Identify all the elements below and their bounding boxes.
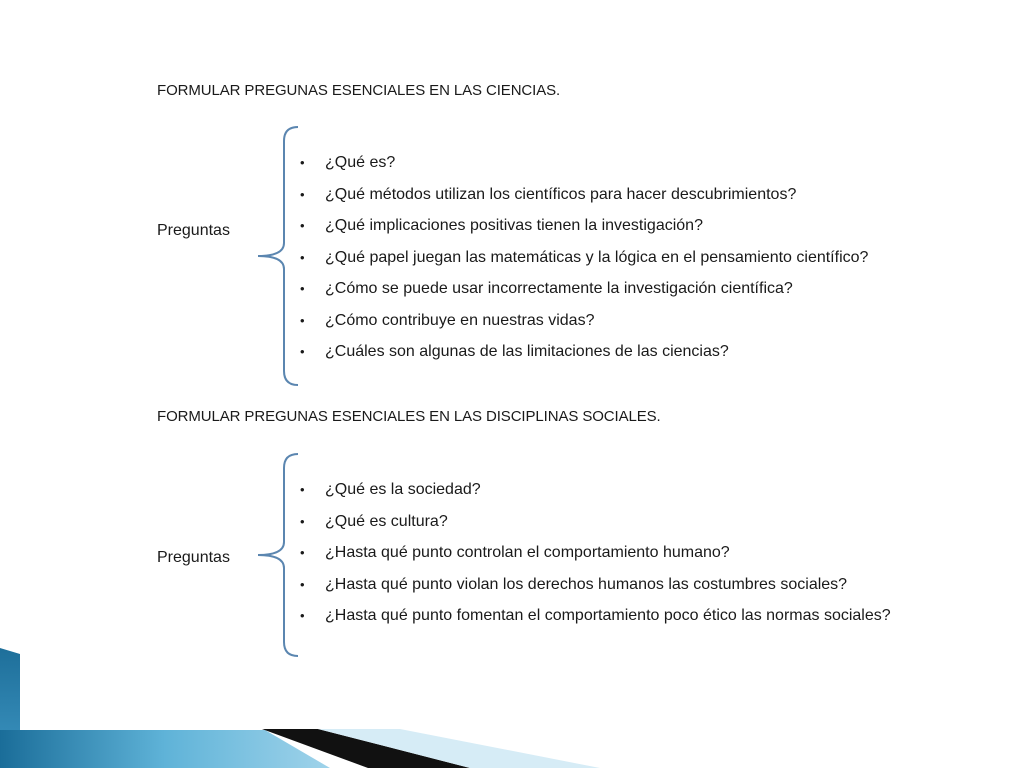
bullet-icon: • <box>300 608 305 623</box>
bullet-icon: • <box>300 576 305 592</box>
bullet-icon: • <box>300 513 305 529</box>
question-text: ¿Qué métodos utilizan los científicos para hacer descubrimientos? <box>325 185 797 203</box>
question-text: ¿Cómo contribuye en nuestras vidas? <box>325 311 595 329</box>
question-text: ¿Qué implicaciones positivas tienen la investigación? <box>325 217 703 234</box>
bullet-icon: • <box>300 344 305 359</box>
bullet-icon: • <box>300 312 305 328</box>
bullet-icon: • <box>300 545 305 560</box>
question-text: ¿Qué es cultura? <box>325 512 448 530</box>
social-section-title: FORMULAR PREGUNAS ESENCIALES EN LAS DISCIPLINAS SOCIALES. <box>157 408 661 425</box>
question-text: ¿Qué papel juegan las matemáticas y la lógica en el pensamiento científico? <box>325 248 869 266</box>
question-text: ¿Hasta qué punto fomentan el comportamiento poco ético las normas sociales? <box>325 607 891 624</box>
bullet-icon: • <box>300 186 305 202</box>
question-text: ¿Cómo se puede usar incorrectamente la investigación científica? <box>325 280 793 297</box>
bullet-icon: • <box>300 155 305 170</box>
bullet-icon: • <box>300 218 305 233</box>
bullet-icon: • <box>300 482 305 497</box>
social-questions-label: Preguntas <box>157 549 230 566</box>
bullet-icon: • <box>300 281 305 296</box>
science-questions-label: Preguntas <box>157 222 230 239</box>
question-text: ¿Qué es la sociedad? <box>325 481 481 498</box>
science-section-title: FORMULAR PREGUNAS ESENCIALES EN LAS CIENCIAS. <box>157 82 561 99</box>
question-text: ¿Qué es? <box>325 154 396 171</box>
question-text: ¿Hasta qué punto controlan el comportamiento humano? <box>325 544 730 561</box>
bullet-icon: • <box>300 249 305 265</box>
question-text: ¿Cuáles son algunas de las limitaciones de las ciencias? <box>325 343 729 360</box>
question-text: ¿Hasta qué punto violan los derechos humanos las costumbres sociales? <box>325 575 848 593</box>
